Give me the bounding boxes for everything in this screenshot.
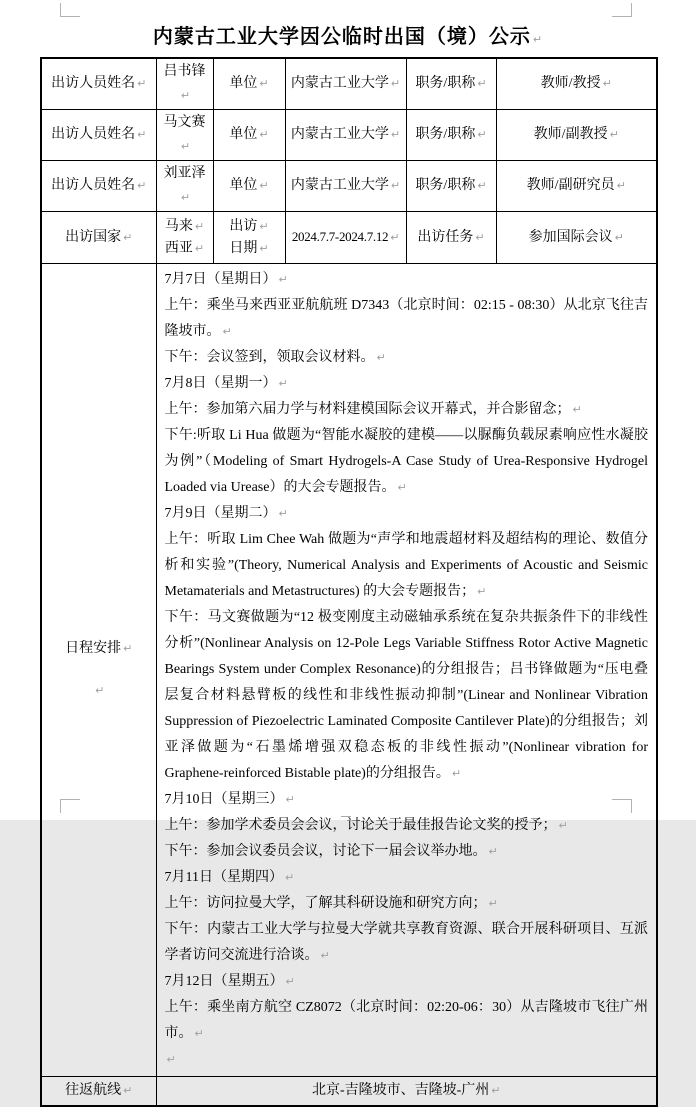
schedule-label-line: [45, 637, 153, 661]
schedule-paragraph: [165, 527, 649, 605]
title-value: 教师/副教授: [533, 127, 608, 142]
paragraph-mark: ↵: [532, 33, 544, 46]
paragraph-mark: ↵: [320, 949, 330, 962]
cell-schedule-content: [156, 264, 657, 1077]
route-row: [41, 1077, 657, 1106]
schedule-paragraph-text: 下午：会议签到，领取会议材料。: [164, 350, 375, 365]
schedule-paragraph: [165, 917, 649, 969]
country-label: 出访国家: [65, 229, 122, 245]
page-title-text: 内蒙古工业大学因公临时出国（境）公示: [152, 26, 531, 48]
paragraph-mark: ↵: [123, 1083, 133, 1097]
country-line-text: 马来: [164, 218, 193, 234]
cell-date-label: [213, 212, 285, 264]
cell-person-name: [156, 58, 213, 110]
paragraph-mark: ↵: [284, 871, 295, 884]
schedule-paragraph-text: 上午：乘坐马来西亚亚航航班 D7343（北京时间：02:15 - 08:30）从北京飞往吉隆坡市。: [164, 298, 648, 339]
schedule-paragraph: [165, 839, 649, 865]
schedule-paragraph-text: 上午：访问拉曼大学，了解其科研设施和研究方向；: [164, 896, 487, 911]
schedule-paragraph: [165, 813, 649, 839]
cell-date: [285, 212, 406, 264]
announcement-table: [40, 57, 658, 1107]
cell-country-label: [41, 212, 156, 264]
unit-label: 单位: [229, 178, 258, 193]
schedule-paragraph: [165, 891, 649, 917]
schedule-row: [41, 264, 657, 1077]
paragraph-mark: ↵: [123, 230, 133, 244]
date-value: 2024.7.7-2024.7.12: [291, 229, 389, 244]
cell-title: [496, 161, 657, 212]
person-label: 出访人员姓名: [51, 76, 136, 91]
cell-title: [496, 110, 657, 161]
person-row: [41, 161, 657, 212]
route-value: 北京-吉隆坡市、吉隆坡-广州: [311, 1082, 490, 1098]
cell-unit-label: [213, 58, 285, 110]
schedule-paragraph-text: 7月10日（星期三）: [164, 792, 284, 807]
paragraph-mark: ↵: [491, 1083, 501, 1097]
cell-title-label: [406, 58, 496, 110]
cell-unit: [285, 110, 406, 161]
date-label-line-text: 出访: [229, 218, 258, 234]
schedule-paragraph: [165, 787, 649, 813]
page-title: [0, 20, 696, 49]
unit-label: 单位: [229, 76, 258, 91]
paragraph-mark: ↵: [609, 128, 619, 141]
paragraph-mark: ↵: [390, 231, 400, 244]
country-line: [160, 216, 210, 238]
text-boundary-corner-icon: [612, 3, 632, 17]
paragraph-mark: ↵: [259, 241, 269, 255]
cell-title-label: [406, 161, 496, 212]
paragraph-mark: ↵: [222, 325, 232, 338]
person-row: [41, 110, 657, 161]
paragraph-mark: ↵: [278, 273, 288, 286]
trip-row: [41, 212, 657, 264]
unit-label: 单位: [229, 127, 258, 142]
paragraph-mark: ↵: [616, 179, 626, 192]
paragraph-mark: ↵: [259, 128, 269, 141]
paragraph-mark: ↵: [477, 77, 487, 90]
paragraph-mark: ↵: [390, 77, 401, 90]
schedule-paragraph-text: 下午：内蒙古工业大学与拉曼大学就共享教育资源、联合开展科研项目、互派学者访问交流进行洽谈。: [164, 922, 648, 963]
paragraph-mark: ↵: [285, 793, 295, 806]
schedule-paragraph: [165, 371, 649, 397]
date-label-line: [217, 216, 282, 238]
country-line-text: 西亚: [164, 240, 193, 256]
paragraph-mark: ↵: [259, 179, 269, 192]
person-label: 出访人员姓名: [51, 127, 136, 142]
cell-person-label: [41, 161, 156, 212]
schedule-paragraph-text: 下午:听取 Li Hua 做题为“智能水凝胶的建模——以脲酶负载尿素响应性水凝胶为例”（Modeling of Smart Hydrogels-A Case Study of Urea-Responsive Hydrogel Loaded via Urease）的大会专题报告。: [164, 428, 648, 495]
schedule-paragraph: [165, 423, 649, 501]
paragraph-mark: ↵: [285, 975, 295, 988]
schedule-paragraph-text: 7月7日（星期日）: [164, 272, 277, 287]
schedule-paragraph-text: 上午：参加学术委员会会议，讨论关于最佳报告论文奖的授予；: [164, 818, 557, 833]
schedule-paragraph-text: 上午：听取 Lim Chee Wah 做题为“声学和地震超材料及超结构的理论、数值分析和实验”(Theory, Numerical Analysis and Experiments of Acoustic and Seismic Metamaterials and Metastructures) 的大会专题报告；: [164, 532, 648, 599]
schedule-paragraph-text: 7月12日（星期五）: [164, 974, 284, 989]
paragraph-mark: ↵: [451, 767, 462, 780]
schedule-paragraph-text: 上午：参加第六届力学与材料建模国际会议开幕式，并合影留念；: [164, 402, 571, 417]
paragraph-mark: ↵: [475, 230, 485, 244]
person-label: 出访人员姓名: [51, 178, 136, 193]
unit-value: 内蒙古工业大学: [290, 178, 389, 193]
country-line: [160, 238, 210, 260]
paragraph-mark: ↵: [278, 377, 288, 390]
schedule-paragraph-text: 上午：乘坐南方航空 CZ8072（北京时间：02:20-06：30）从吉隆坡市飞往广州市。: [164, 1000, 648, 1041]
text-boundary-corner-icon: [60, 3, 80, 17]
cell-unit: [285, 58, 406, 110]
paragraph-mark: ↵: [123, 642, 133, 655]
paragraph-mark: ↵: [477, 179, 487, 192]
cell-title: [496, 58, 657, 110]
schedule-paragraph-text: 下午：马文赛做题为“12 极变刚度主动磁轴承系统在复杂共振条件下的非线性分析”(Nonlinear Analysis on 12-Pole Legs Variable Stiffness Rotor Active Magnetic Bearings System under Complex Resonance)的分组报告；吕书锋做题为“压电叠层复合材料悬臂板的线性和非线性振动抑制”(Linear and Nonlinear Vibration Suppression of Piezoelectric Laminated Composite Cantilever Plate)的分组报告；刘亚泽做题为“石墨烯增强双稳态板的非线性振动”(Nonlinear vibration for Graphene-reinforced Bistable plate)的分组报告。: [164, 610, 648, 781]
paragraph-mark: ↵: [376, 351, 386, 364]
schedule-paragraph: [165, 397, 649, 423]
person-name: 吕书锋: [163, 64, 206, 79]
paragraph-mark: ↵: [137, 179, 147, 192]
date-label-line-text: 日期: [229, 240, 258, 256]
paragraph-mark: ↵: [180, 191, 191, 204]
cell-person-label: [41, 58, 156, 110]
paragraph-mark: ↵: [180, 89, 191, 102]
schedule-paragraph: [165, 267, 649, 293]
title-value: 教师/副研究员: [526, 178, 615, 193]
paragraph-mark: ↵: [259, 77, 269, 90]
title-label: 职务/职称: [415, 178, 476, 193]
cell-route-label: [41, 1077, 156, 1106]
schedule-paragraph-text: 7月9日（星期二）: [164, 506, 277, 521]
paragraph-mark: ↵: [137, 128, 147, 141]
paragraph-mark: ↵: [137, 77, 147, 90]
cell-country: [156, 212, 213, 264]
schedule-label-line: [45, 679, 153, 703]
cell-route: [156, 1077, 657, 1106]
unit-value: 内蒙古工业大学: [290, 127, 389, 142]
title-label: 职务/职称: [415, 76, 476, 91]
cell-title-label: [406, 110, 496, 161]
paragraph-mark: ↵: [558, 819, 568, 832]
paragraph-mark: ↵: [572, 403, 582, 416]
schedule-paragraph: [165, 293, 649, 345]
task-value: 参加国际会议: [528, 229, 613, 245]
date-label-line: [217, 238, 282, 260]
schedule-paragraph-text: 7月8日（星期一）: [164, 376, 277, 391]
unit-value: 内蒙古工业大学: [290, 76, 389, 91]
title-label: 职务/职称: [415, 127, 476, 142]
cell-unit-label: [213, 161, 285, 212]
paragraph-mark: ↵: [488, 845, 498, 858]
paragraph-mark: ↵: [477, 128, 487, 141]
paragraph-mark: ↵: [390, 128, 401, 141]
person-name: 马文赛: [163, 115, 206, 130]
title-value: 教师/教授: [540, 76, 601, 91]
paragraph-mark: ↵: [194, 241, 205, 255]
task-label: 出访任务: [417, 229, 474, 245]
paragraph-mark: ↵: [95, 684, 105, 697]
cell-person-name: [156, 161, 213, 212]
paragraph-mark: ↵: [259, 219, 269, 233]
paragraph-mark: ↵: [397, 481, 407, 494]
schedule-paragraph-text: 7月11日（星期四）: [164, 870, 283, 885]
paragraph-mark: ↵: [278, 507, 288, 520]
cell-person-name: [156, 110, 213, 161]
person-name: 刘亚泽: [163, 166, 206, 181]
schedule-paragraph: [165, 995, 649, 1047]
cell-person-label: [41, 110, 156, 161]
schedule-paragraph: [165, 865, 649, 891]
cell-task: [496, 212, 657, 264]
paragraph-mark: ↵: [477, 585, 487, 598]
paragraph-mark: ↵: [614, 230, 624, 244]
cell-schedule-label: [41, 264, 156, 1077]
paragraph-mark: ↵: [194, 219, 205, 233]
person-row: [41, 58, 657, 110]
paragraph-mark: ↵: [602, 77, 612, 90]
schedule-label-line-text: 日程安排: [65, 641, 122, 656]
route-label: 往返航线: [65, 1082, 122, 1098]
schedule-paragraph: [165, 605, 649, 787]
schedule-paragraph: [165, 345, 649, 371]
paragraph-mark: ↵: [180, 140, 191, 153]
paragraph-mark: ↵: [166, 1053, 176, 1066]
schedule-paragraph: [165, 1047, 649, 1073]
cell-task-label: [406, 212, 496, 264]
paragraph-mark: ↵: [194, 1027, 204, 1040]
paragraph-mark: ↵: [390, 179, 401, 192]
paragraph-mark: ↵: [488, 897, 498, 910]
cell-unit-label: [213, 110, 285, 161]
cell-unit: [285, 161, 406, 212]
schedule-paragraph-text: 下午：参加会议委员会议，讨论下一届会议举办地。: [164, 844, 487, 859]
schedule-paragraph: [165, 969, 649, 995]
schedule-paragraph: [165, 501, 649, 527]
